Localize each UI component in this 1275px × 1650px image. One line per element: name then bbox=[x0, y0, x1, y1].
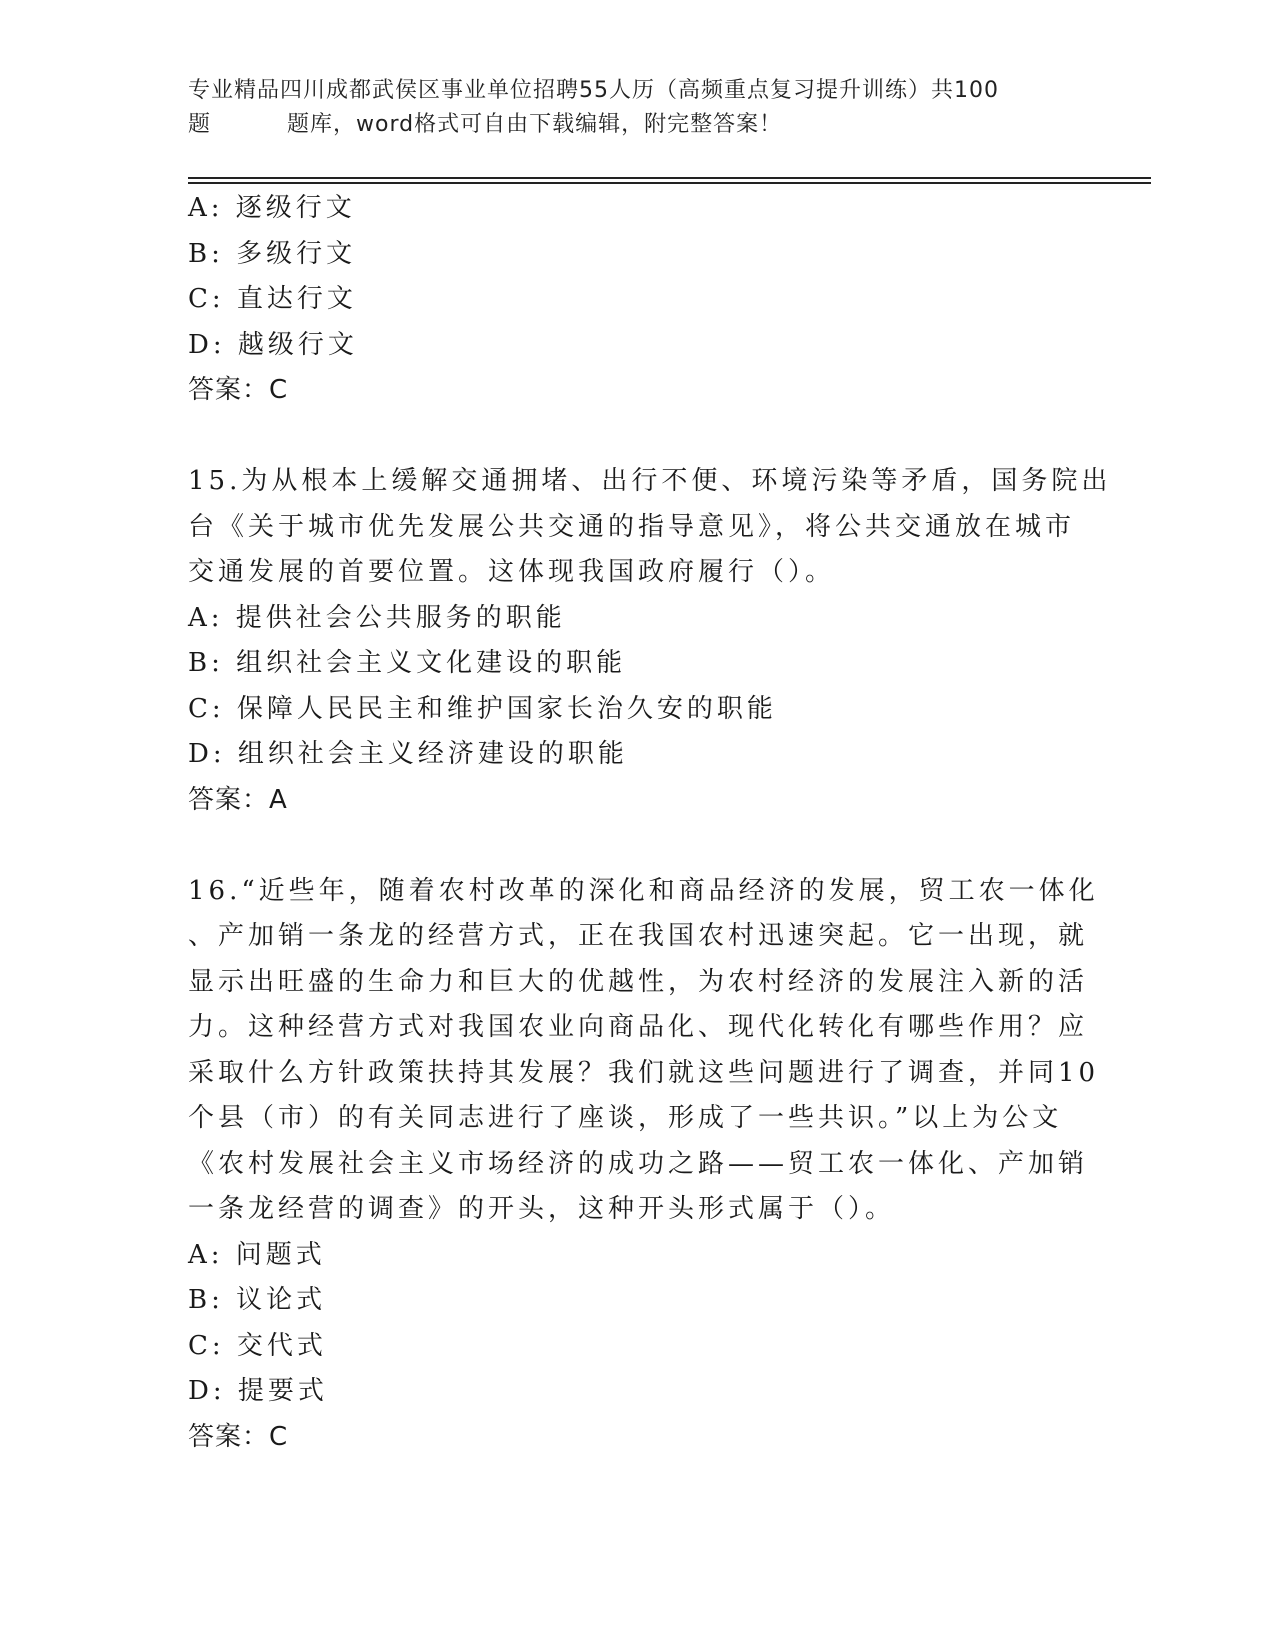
option-c: C: 直达行文 bbox=[188, 284, 357, 314]
option-c: C: 交代式 bbox=[188, 1330, 327, 1361]
option-b: B: 多级行文 bbox=[188, 238, 357, 269]
question-text-line: 、产加销一条龙的经营方式，正在我国农村迅速突起。它一出现，就 bbox=[188, 921, 1089, 951]
option-a: A: 问题式 bbox=[188, 1239, 326, 1270]
question-text-line: 力。这种经营方式对我国农业向商品化、现代化转化有哪些作用？应 bbox=[188, 1012, 1089, 1042]
option-a: A: 提供社会公共服务的职能 bbox=[188, 602, 566, 633]
question-text-line: 一条龙经营的调查》的开头，这种开头形式属于（）。 bbox=[188, 1194, 896, 1224]
header-title-line1: 专业精品四川成都武侯区事业单位招聘55人历（高频重点复习提升训练）共100 bbox=[188, 78, 999, 103]
option-b: B: 组织社会主义文化建设的职能 bbox=[188, 648, 627, 678]
option-d: D: 提要式 bbox=[188, 1376, 328, 1406]
question-15 bbox=[188, 459, 1112, 823]
question-14-continued bbox=[188, 186, 1088, 414]
question-text-line: 交通发展的首要位置。这体现我国政府履行（）。 bbox=[188, 557, 836, 587]
option-d: D: 越级行文 bbox=[188, 329, 358, 360]
option-d: D: 组织社会主义经济建设的职能 bbox=[188, 739, 628, 769]
question-text-line: 《农村发展社会主义市场经济的成功之路——贸工农一体化、产加销 bbox=[188, 1148, 1089, 1179]
header-line2-prefix: 题 bbox=[188, 112, 212, 137]
question-text-line: 台《关于城市优先发展公共交通的指导意见》，将公共交通放在城市 bbox=[188, 511, 1076, 542]
question-text-line: 个县（市）的有关同志进行了座谈，形成了一些共识。”以上为公文 bbox=[188, 1103, 1063, 1133]
header-line2-text: 题库，word格式可自由下载编辑，附完整答案！ bbox=[287, 112, 783, 137]
answer: 答案：A bbox=[188, 784, 288, 815]
option-b: B: 议论式 bbox=[188, 1285, 327, 1315]
question-16 bbox=[188, 869, 1100, 1461]
option-c: C: 保障人民民主和维护国家长治久安的职能 bbox=[188, 693, 777, 724]
question-text-line: 15.为从根本上缓解交通拥堵、出行不便、环境污染等矛盾，国务院出 bbox=[188, 466, 1112, 496]
question-content bbox=[188, 186, 1112, 1460]
question-text-line: 采取什么方针政策扶持其发展？我们就这些问题进行了调查，并同10 bbox=[188, 1057, 1100, 1088]
header-divider-top bbox=[188, 177, 1151, 179]
question-text-line: 显示出旺盛的生命力和巨大的优越性，为农村经济的发展注入新的活 bbox=[188, 966, 1089, 997]
page-header bbox=[188, 74, 1088, 142]
option-a: A: 逐级行文 bbox=[188, 193, 356, 223]
header-divider-bottom bbox=[188, 182, 1151, 184]
question-text-line: 16.“近些年，随着农村改革的深化和商品经济的发展，贸工农一体化 bbox=[188, 875, 1099, 906]
answer: 答案：C bbox=[188, 375, 289, 405]
answer: 答案：C bbox=[188, 1421, 289, 1452]
header-title-line2 bbox=[188, 108, 1088, 142]
